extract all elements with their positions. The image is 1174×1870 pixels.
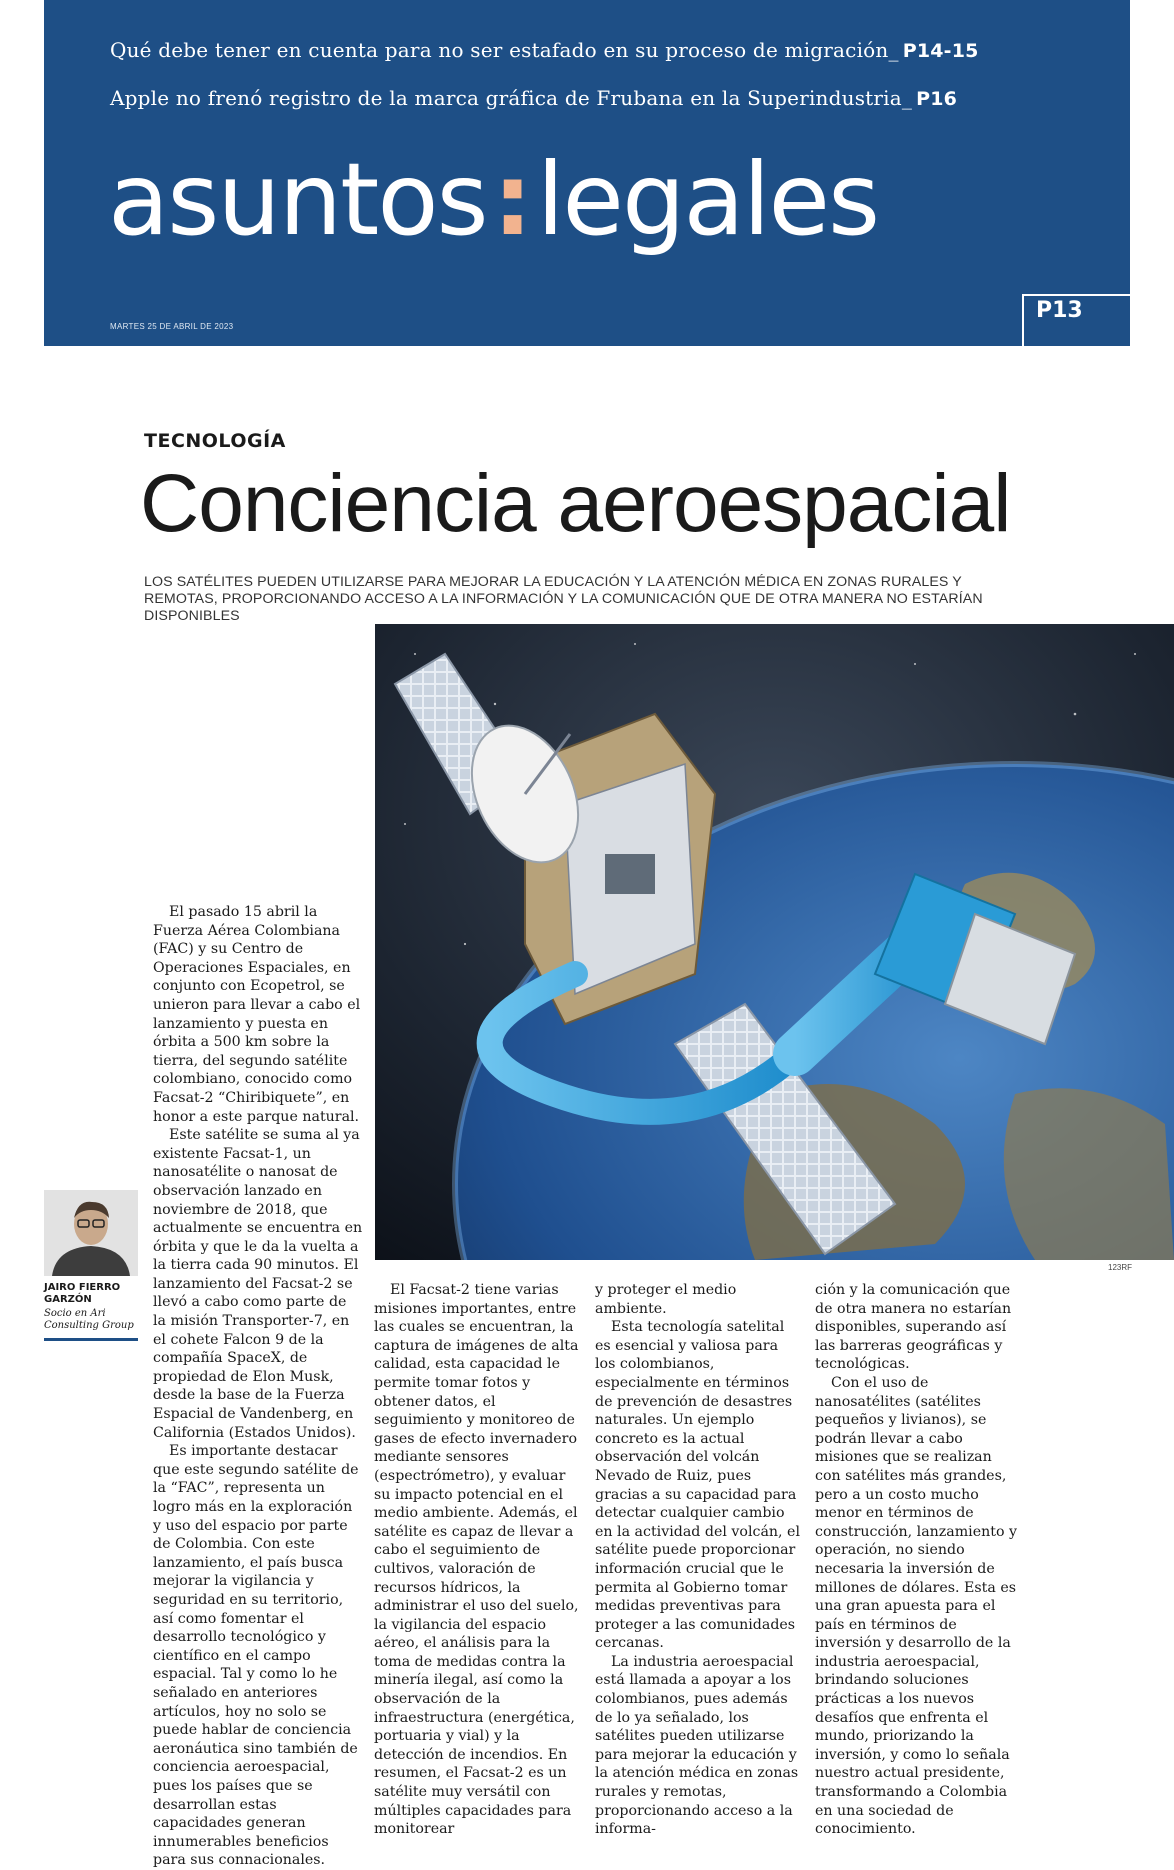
teaser-text: Qué debe tener en cuenta para no ser estafado en su proceso de migración_ <box>110 38 899 62</box>
photo-credit: 123RF <box>1108 1263 1133 1272</box>
teaser-link-migration[interactable] <box>110 38 979 62</box>
author-role: Socio en Ari Consulting Group <box>44 1308 138 1341</box>
body-column-4 <box>815 1281 1021 1839</box>
logo-word-left: asuntos <box>108 141 487 258</box>
issue-date: MARTES 25 DE ABRIL DE 2023 <box>110 322 234 331</box>
paragraph: La industria aeroespacial está llamada a apoyar a los colombianos, pues además de lo ya señalado, los satélites pueden utilizarse para mejorar la educación y la atención médica en zonas rurales y remotas, proporcionando acceso a la informa- <box>595 1653 799 1838</box>
paragraph: Esta tecnología satelital es esencial y valiosa para los colombianos, especialmente en términos de prevención de desastres naturales. Un ejemplo concreto es la actual observación del volcán Nevado de Ruiz, pues gracias a su capacidad para detectar cualquier cambio en la actividad del volcán, el satélite puede proporcionar información crucial que le permita al Gobierno tomar medidas preventivas para proteger a las comunidades cercanas. <box>595 1319 800 1652</box>
paragraph: El Facsat-2 tiene varias misiones importantes, entre las cuales se encuentran, la captura de imágenes de alta calidad, esta capacidad le permite tomar fotos y obtener datos, el seguimiento y monitoreo de gases de efecto invernadero mediante sensores (espectrómetro), y evaluar su impacto potencial en el medio ambiente. Además, el satélite es capaz de llevar a cabo el seguimiento de cultivos, valoración de recursos hídricos, la administrar el uso del suelo, la vigilancia del espacio aéreo, el análisis para la toma de medidas contra la minería ilegal, así como la observación de la infraestructura (energética, portuaria y vial) y la detección de incendios. En resumen, el Facsat-2 es un satélite muy versátil con múltiples capacidades para monitorear <box>374 1282 579 1838</box>
author-photo <box>44 1190 138 1276</box>
paragraph: Con el uso de nanosatélites (satélites pequeños y livianos), se podrán llevar a cabo misiones que se realizan con satélites más grandes, pero a un costo mucho menor en términos de construcción, lanzamiento y operación, no siendo necesaria la inversión de millones de dólares. Esta es una gran apuesta para el país en términos de inversión y desarrollo de la industria aeroespacial, brindando soluciones prácticas a los nuevos desafíos que enfrenta el mundo, priorizando la inversión, y como lo señala nuestro actual presidente, transformando a Colombia en una sociedad de conocimiento. <box>815 1374 1018 1838</box>
body-column-2 <box>374 1281 580 1839</box>
paragraph: Es importante destacar que este segundo satélite de la “FAC”, representa un logro más en la exploración y uso del espacio por parte de Colombia. Con este lanzamiento, el país busca mejorar la vigilancia y seguridad en su territorio, así como fomentar el desarrollo tecnológico y científico en el campo espacial. Tal y como lo he señalado en anteriores artículos, hoy no solo se puede hablar de conciencia aeronáutica sino también de conciencia aeroespacial, pues los países que se desarrollan estas capacidades generan innumerables beneficios para sus connacionales. <box>153 1443 359 1869</box>
author-name: JAIRO FIERRO GARZÓN <box>44 1282 121 1305</box>
article-headline: Conciencia aeroespacial <box>140 458 1011 549</box>
teaser-text: Apple no frenó registro de la marca gráfica de Frubana en la Superindustria_ <box>110 86 913 110</box>
teaser-link-apple-frubana[interactable] <box>110 86 957 110</box>
body-column-1 <box>153 903 363 1870</box>
section-label: TECNOLOGÍA <box>144 430 286 452</box>
paragraph: Este satélite se suma al ya existente Facsat-1, un nanosatélite o nanosat de observación lanzado en noviembre de 2018, que actualmente se encuentra en órbita y que le da la vuelta a la tierra cada 90 minutos. El lanzamiento del Facsat-2 se llevó a cabo como parte de la misión Transporter-7, en el cohete Falcon 9 de la compañía SpaceX, de propiedad de Elon Musk, desde la base de la Fuerza Espacial de Vandenberg, en California (Estados Unidos). <box>153 1127 363 1441</box>
paragraph: ción y la comunicación que de otra manera no estarían disponibles, superando así las barreras geográficas y tecnológicas. <box>815 1282 1012 1373</box>
teaser-page: P14-15 <box>902 40 979 62</box>
paragraph: y proteger el medio ambiente. <box>595 1282 737 1317</box>
author-box <box>44 1190 138 1341</box>
section-logo <box>108 141 879 258</box>
satellite-illustration <box>375 624 1174 1260</box>
page-number: P13 <box>1022 294 1130 346</box>
logo-colon: : <box>492 141 531 258</box>
article-deck: LOS SATÉLITES PUEDEN UTILIZARSE PARA MEJORAR LA EDUCACIÓN Y LA ATENCIÓN MÉDICA EN ZONAS RURALES Y REMOTAS, PROPORCIONANDO ACCESO A LA INFORMACIÓN Y LA COMUNICACIÓN QUE DE OTRA MANERA NO ESTARÍAN DISPONIBLES <box>144 574 983 624</box>
teaser-page: P16 <box>916 88 958 110</box>
paragraph: El pasado 15 abril la Fuerza Aérea Colombiana (FAC) y su Centro de Operaciones Espaciales, en conjunto con Ecopetrol, se unieron para llevar a cabo el lanzamiento y puesta en órbita a 500 km sobre la tierra, del segundo satélite colombiano, conocido como Facsat-2 “Chiribiquete”, en honor a este parque natural. <box>153 904 361 1125</box>
logo-word-right: legales <box>536 141 879 258</box>
body-column-3 <box>595 1281 801 1839</box>
